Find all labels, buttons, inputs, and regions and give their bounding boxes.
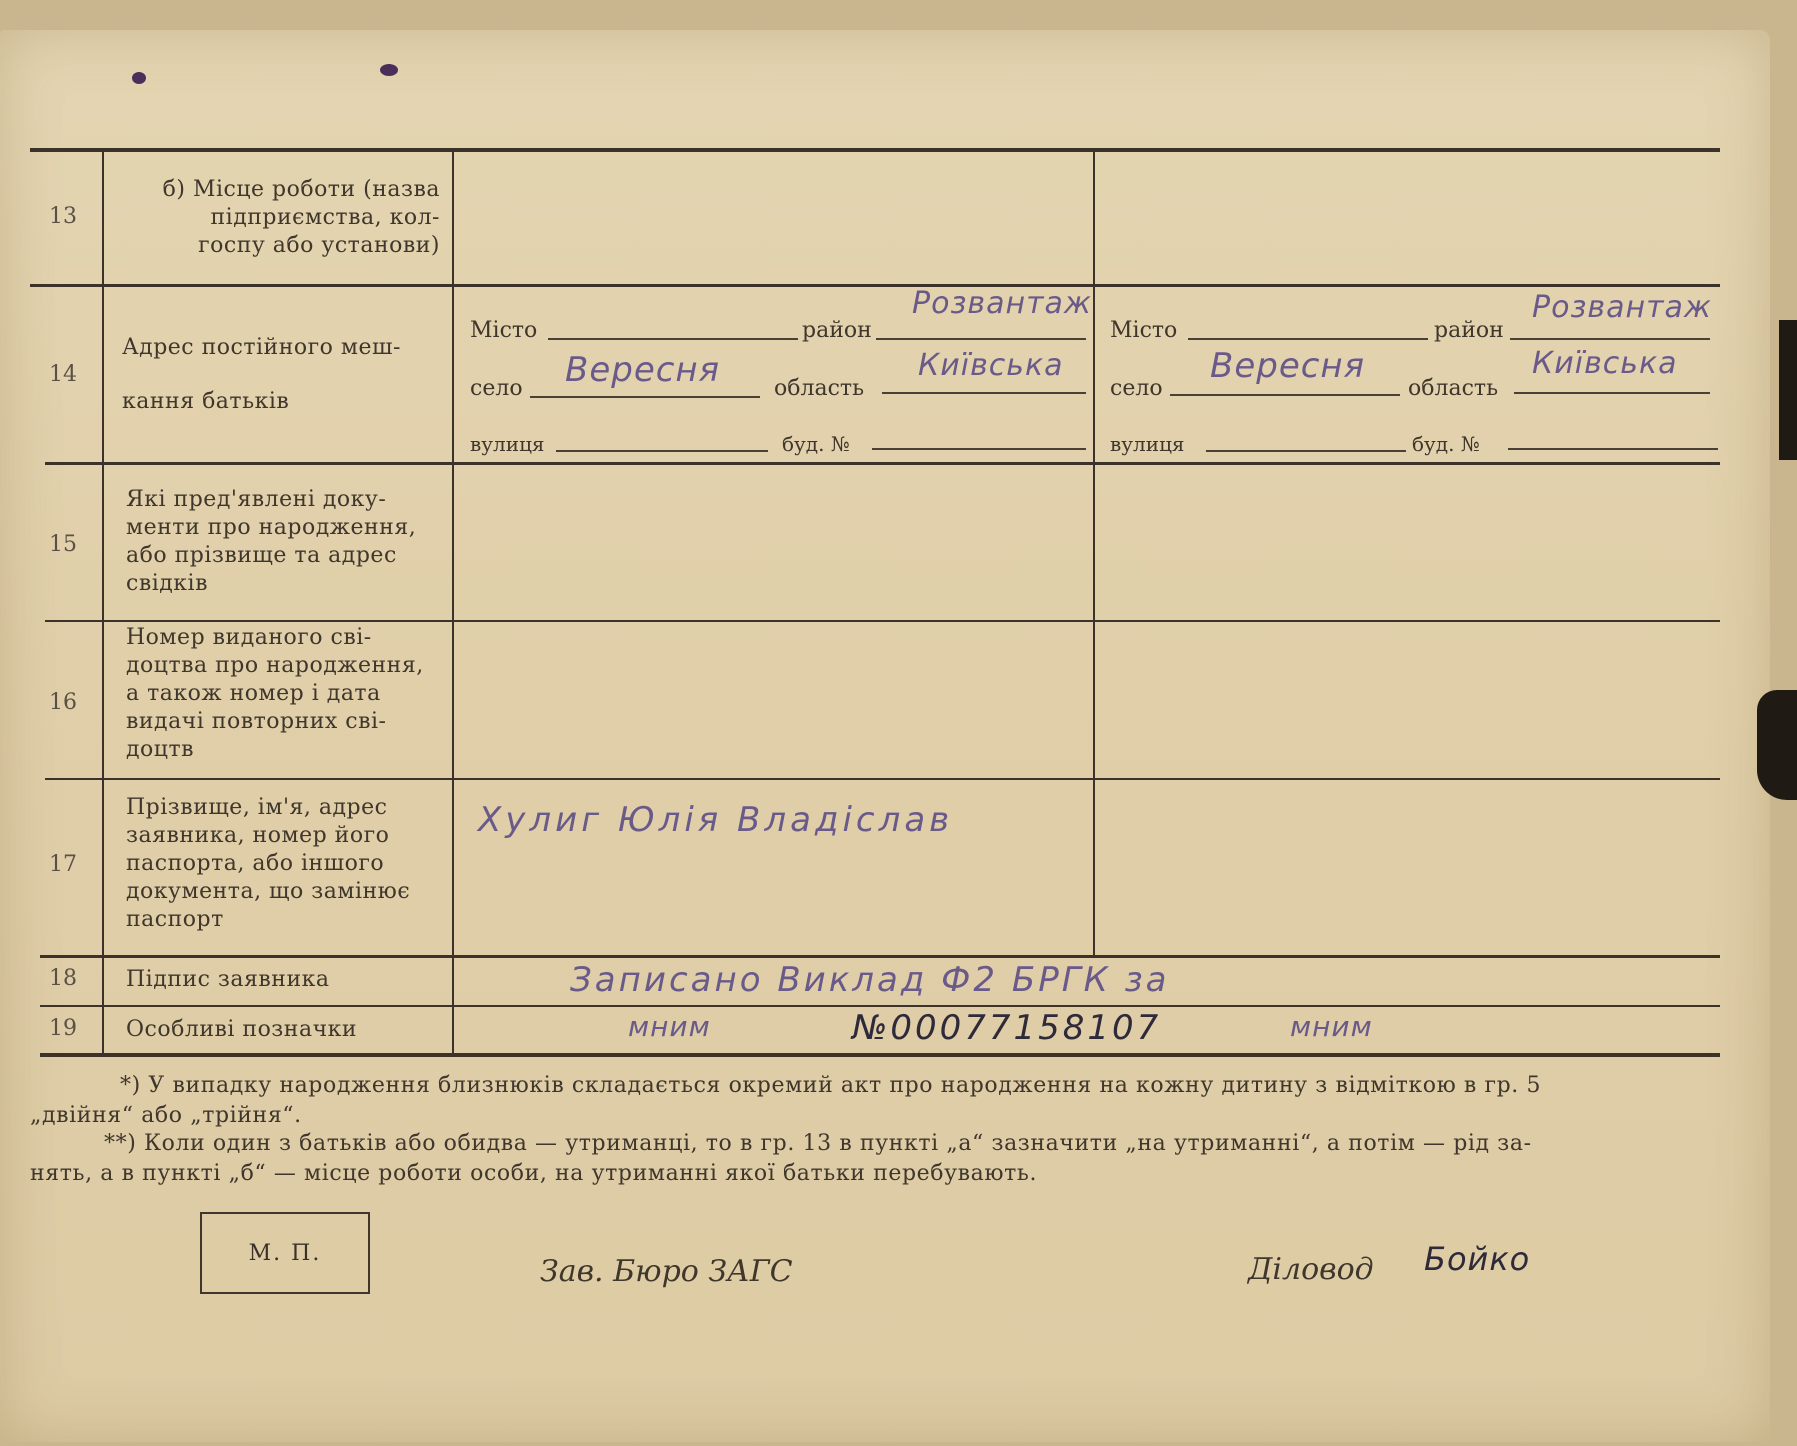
fill-line [530, 396, 760, 398]
village-handwritten: Вересня [565, 350, 721, 390]
row-divider [40, 1005, 1720, 1007]
column-divider [102, 150, 104, 1055]
fill-line [1170, 394, 1400, 396]
applicant-signature-handwritten: Записано Виклад Ф2 БРГК за [570, 960, 1170, 1000]
village-label: село [1110, 376, 1163, 401]
ink-spot [132, 72, 146, 84]
row-number: 16 [49, 690, 77, 715]
row-label: Підпис заявника [126, 967, 330, 992]
village-handwritten: Вересня [1210, 346, 1366, 386]
fill-line [882, 392, 1086, 394]
fill-line [556, 450, 768, 452]
region-handwritten: Київська [918, 348, 1064, 383]
street-label: вулиця [1110, 432, 1185, 456]
district-handwritten: Розвантаж [912, 286, 1092, 321]
fill-line [872, 448, 1086, 450]
footnote-dependents: **) Коли один з батьків або обидва — утриманці, то в гр. 13 в пункті „а“ зазначити „на утриманні“, а потім — рід за- [104, 1131, 1532, 1156]
special-notes-handwritten: мним [1290, 1010, 1373, 1043]
city-label: Місто [470, 318, 538, 343]
clerk-signature: Бойко [1424, 1240, 1531, 1278]
row-label: Адрес постійного меш- кання батьків [122, 335, 401, 414]
column-divider [1093, 150, 1095, 955]
fill-line [876, 338, 1086, 340]
building-label: буд. № [782, 432, 850, 456]
row-divider [40, 955, 1720, 958]
district-handwritten: Розвантаж [1532, 290, 1712, 325]
row-divider [45, 778, 1720, 780]
row-divider [30, 284, 1720, 287]
ink-spot [380, 64, 398, 76]
city-label: Місто [1110, 318, 1178, 343]
building-label: буд. № [1412, 432, 1480, 456]
clerk-label: Діловод [1248, 1252, 1374, 1287]
stamp-place-box: М. П. [200, 1212, 370, 1294]
row-divider [45, 462, 1720, 465]
row-number: 19 [49, 1016, 77, 1041]
footnote-twins: *) У випадку народження близнюків складається окремий акт про народження на кожну дитину з відміткою в гр. 5 [120, 1073, 1542, 1098]
district-label: район [1434, 318, 1504, 343]
applicant-handwritten: Хулиг Юлія Владіслав [478, 800, 954, 840]
region-handwritten: Київська [1532, 346, 1678, 381]
district-label: район [802, 318, 872, 343]
region-label: область [1408, 376, 1499, 401]
row-label: Які пред'явлені доку- менти про народження, або прізвище та адрес свідків [126, 487, 417, 596]
village-label: село [470, 376, 523, 401]
fill-line [1206, 450, 1406, 452]
registry-head-label: Зав. Бюро ЗАГС [540, 1254, 793, 1289]
street-label: вулиця [470, 432, 545, 456]
torn-edge [1757, 690, 1797, 800]
table-bottom-rule [40, 1053, 1720, 1057]
row-label: б) Місце роботи (назва підприємства, кол- госпу або установи) [162, 177, 440, 258]
table-top-rule [30, 148, 1720, 152]
column-divider [452, 150, 454, 1055]
row-label: Номер виданого сві- доцтва про народження, а також номер і дата видачі повторних сві- доцтв [126, 625, 424, 762]
torn-edge [1779, 320, 1797, 460]
row-number: 15 [49, 532, 77, 557]
fill-line [1508, 448, 1718, 450]
region-label: область [774, 376, 865, 401]
row-number: 18 [49, 966, 77, 991]
fill-line [1510, 338, 1710, 340]
fill-line [1188, 338, 1428, 340]
row-number: 17 [49, 852, 77, 877]
footnote-dependents-cont: нять, а в пункті „б“ — місце роботи особи, на утриманні якої батьки перебувають. [30, 1161, 1038, 1186]
row-label: Особливі позначки [126, 1017, 358, 1042]
footnote-twins-cont: „двійня“ або „трійня“. [30, 1103, 302, 1128]
fill-line [548, 338, 798, 340]
row-number: 13 [49, 204, 77, 229]
special-notes-handwritten: мним [628, 1010, 711, 1043]
row-number: 14 [49, 362, 77, 387]
row-divider [45, 620, 1720, 622]
row-label: Прізвище, ім'я, адрес заявника, номер його паспорта, або іншого документа, що замінює паспорт [126, 795, 411, 932]
fill-line [1514, 392, 1710, 394]
special-notes-number: №00077158107 [852, 1008, 1162, 1048]
